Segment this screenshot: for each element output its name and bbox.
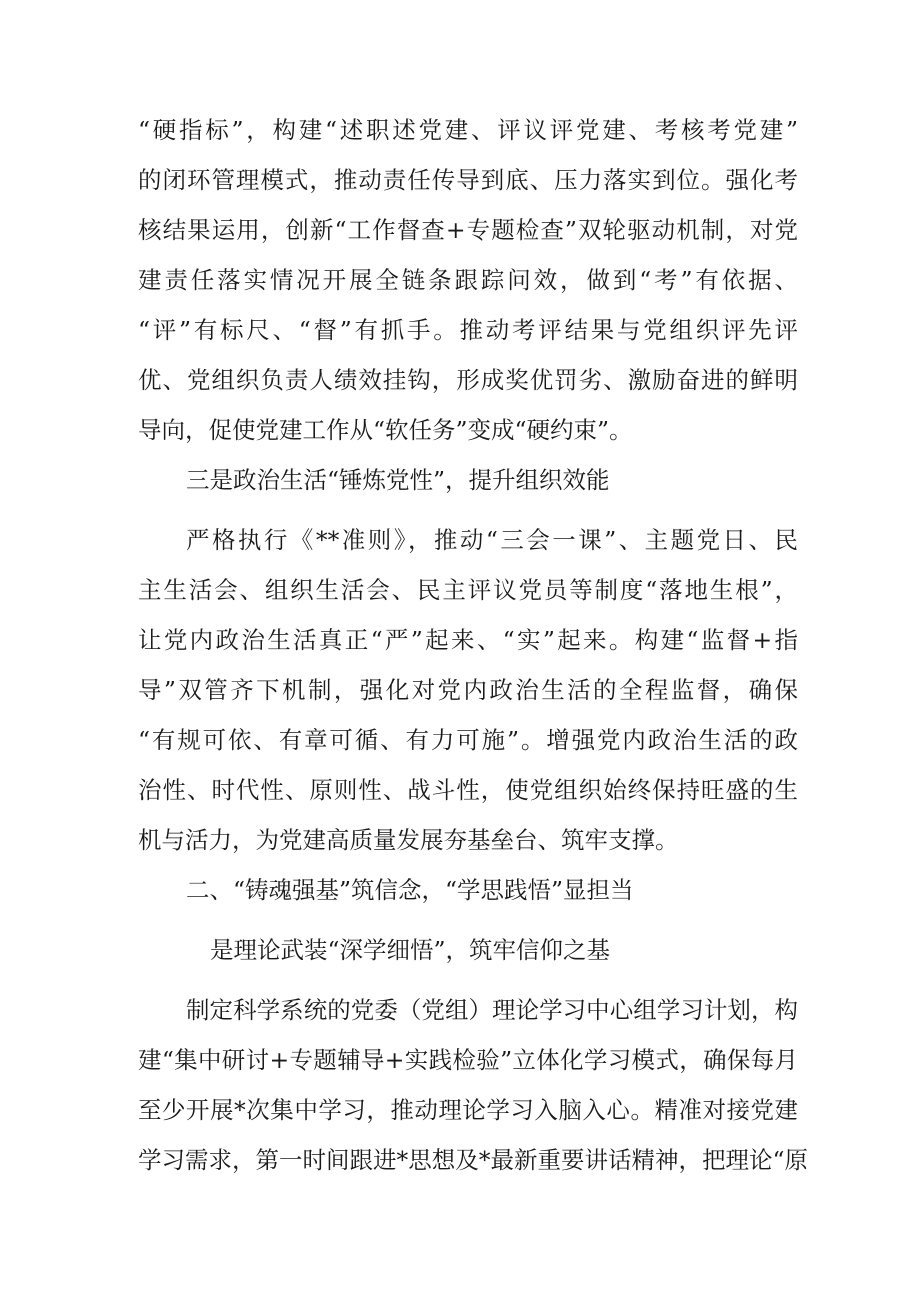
paragraph-line-15: 机与活力，为党建高质量发展夯基垒台、筑牢支撑。 [138, 826, 679, 854]
paragraph-line-5: “评”有标尺、“督”有抓手。推动考评结果与党组织评先评 [138, 316, 798, 344]
paragraph-line-18: 制定科学系统的党委（党组）理论学习中心组学习计划，构 [186, 996, 798, 1024]
paragraph-line-3: 核结果运用，创新“工作督查+专题检查”双轮驱动机制，对党 [138, 216, 798, 244]
paragraph-line-6: 优、党组织负责人绩效挂钩，形成奖优罚劣、激励奋进的鲜明 [138, 366, 798, 394]
paragraph-line-21: 学习需求，第一时间跟进*思想及*最新重要讲话精神，把理论“原 [138, 1146, 809, 1174]
paragraph-line-2: 的闭环管理模式，推动责任传导到底、压力落实到位。强化考 [138, 166, 798, 194]
paragraph-line-4: 建责任落实情况开展全链条跟踪问效，做到“考”有依据、 [138, 266, 798, 294]
paragraph-line-19: 建“集中研讨+专题辅导+实践检验”立体化学习模式，确保每月 [138, 1046, 798, 1074]
paragraph-line-12: 导”双管齐下机制，强化对党内政治生活的全程监督，确保 [138, 676, 798, 704]
chapter-heading-2: 二、“铸魂强基”筑信念，“学思践悟”显担当 [186, 876, 634, 904]
paragraph-line-11: 让党内政治生活真正“严”起来、“实”起来。构建“监督+指 [138, 626, 798, 654]
section-heading-1: 是理论武装“深学细悟”，筑牢信仰之基 [210, 936, 611, 964]
paragraph-line-13: “有规可依、有章可循、有力可施”。增强党内政治生活的政 [138, 726, 798, 754]
paragraph-line-1: “硬指标”，构建“述职述党建、评议评党建、考核考党建” [138, 116, 798, 144]
paragraph-line-10: 主生活会、组织生活会、民主评议党员等制度“落地生根”， [138, 576, 798, 604]
paragraph-line-20: 至少开展*次集中学习，推动理论学习入脑入心。精准对接党建 [138, 1096, 798, 1124]
paragraph-line-7: 导向，促使党建工作从“软任务”变成“硬约束”。 [138, 416, 633, 444]
section-heading-3: 三是政治生活“锤炼党性”，提升组织效能 [186, 466, 610, 494]
paragraph-line-14: 治性、时代性、原则性、战斗性，使党组织始终保持旺盛的生 [138, 776, 798, 804]
paragraph-line-9: 严格执行《**准则》，推动“三会一课”、主题党日、民 [186, 526, 798, 554]
